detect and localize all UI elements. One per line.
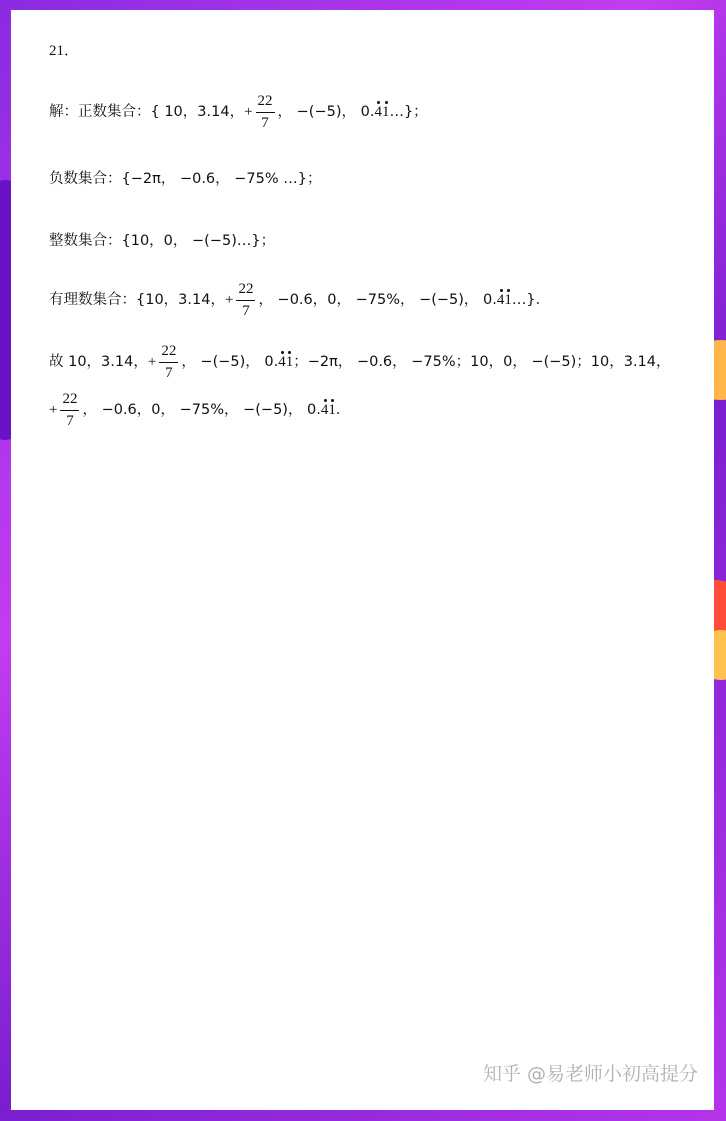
positive-set-tail: …}；: [389, 104, 428, 121]
conclusion-mid: ， −0.6，0， −75%， −(−5)， 0.: [82, 402, 321, 419]
fraction: [256, 94, 275, 131]
watermark: 知乎 @易老师小初高提分: [482, 1063, 698, 1085]
conclusion-line-1: [49, 344, 671, 381]
fraction-numerator: 22: [236, 282, 255, 301]
answer-sheet: [11, 10, 714, 1110]
conclusion-line-2: [49, 392, 350, 429]
rational-set-lead: 有理数集合：{10，3.14，: [49, 292, 225, 309]
integer-set-text: 整数集合：{10，0， −(−5)…}；: [49, 233, 276, 249]
plus-sign: +: [147, 354, 157, 370]
positive-set-mid: ， −(−5)， 0.: [277, 104, 375, 121]
repeating-digit: 4: [496, 292, 505, 308]
fraction-denominator: 7: [165, 365, 173, 381]
integer-set-line: [49, 234, 275, 249]
plus-sign: +: [49, 402, 58, 418]
repeating-digit: 1: [328, 402, 336, 418]
repeating-digit: 1: [285, 354, 294, 370]
fraction: [159, 344, 178, 381]
plus-sign: +: [224, 292, 234, 308]
fraction-denominator: 7: [242, 303, 250, 319]
repeating-digit: 4: [278, 354, 286, 370]
fraction-denominator: 7: [261, 115, 269, 131]
plus-sign: +: [244, 104, 253, 120]
problem-number: 21．: [49, 43, 80, 59]
conclusion-tail: ．: [335, 402, 351, 419]
rational-set-tail: …}．: [511, 292, 551, 309]
fraction: [60, 392, 79, 429]
negative-set-text: 负数集合：{−2π， −0.6， −75% …}；: [49, 171, 322, 187]
repeating-digit: 4: [374, 104, 382, 120]
positive-set-lead: 解：正数集合：{ 10，3.14，: [49, 104, 245, 121]
repeating-digit: 1: [381, 104, 390, 120]
rational-set-mid: ， −0.6，0， −75%， −(−5)， 0.: [258, 292, 497, 309]
fraction: [236, 282, 255, 319]
negative-set-line: [49, 172, 321, 187]
fraction-numerator: 22: [60, 392, 79, 411]
repeating-digit: 4: [320, 402, 329, 418]
fraction-denominator: 7: [66, 413, 74, 429]
positive-set-line: [49, 94, 428, 131]
conclusion-lead: 故 10，3.14，: [49, 354, 148, 371]
fraction-numerator: 22: [159, 344, 178, 363]
rational-set-line: [49, 282, 550, 319]
repeating-digit: 1: [504, 292, 512, 308]
fraction-numerator: 22: [256, 94, 275, 113]
conclusion-tail: ；−2π， −0.6， −75%；10，0， −(−5)；10，3.14，: [293, 354, 671, 371]
conclusion-mid: ， −(−5)， 0.: [181, 354, 279, 371]
